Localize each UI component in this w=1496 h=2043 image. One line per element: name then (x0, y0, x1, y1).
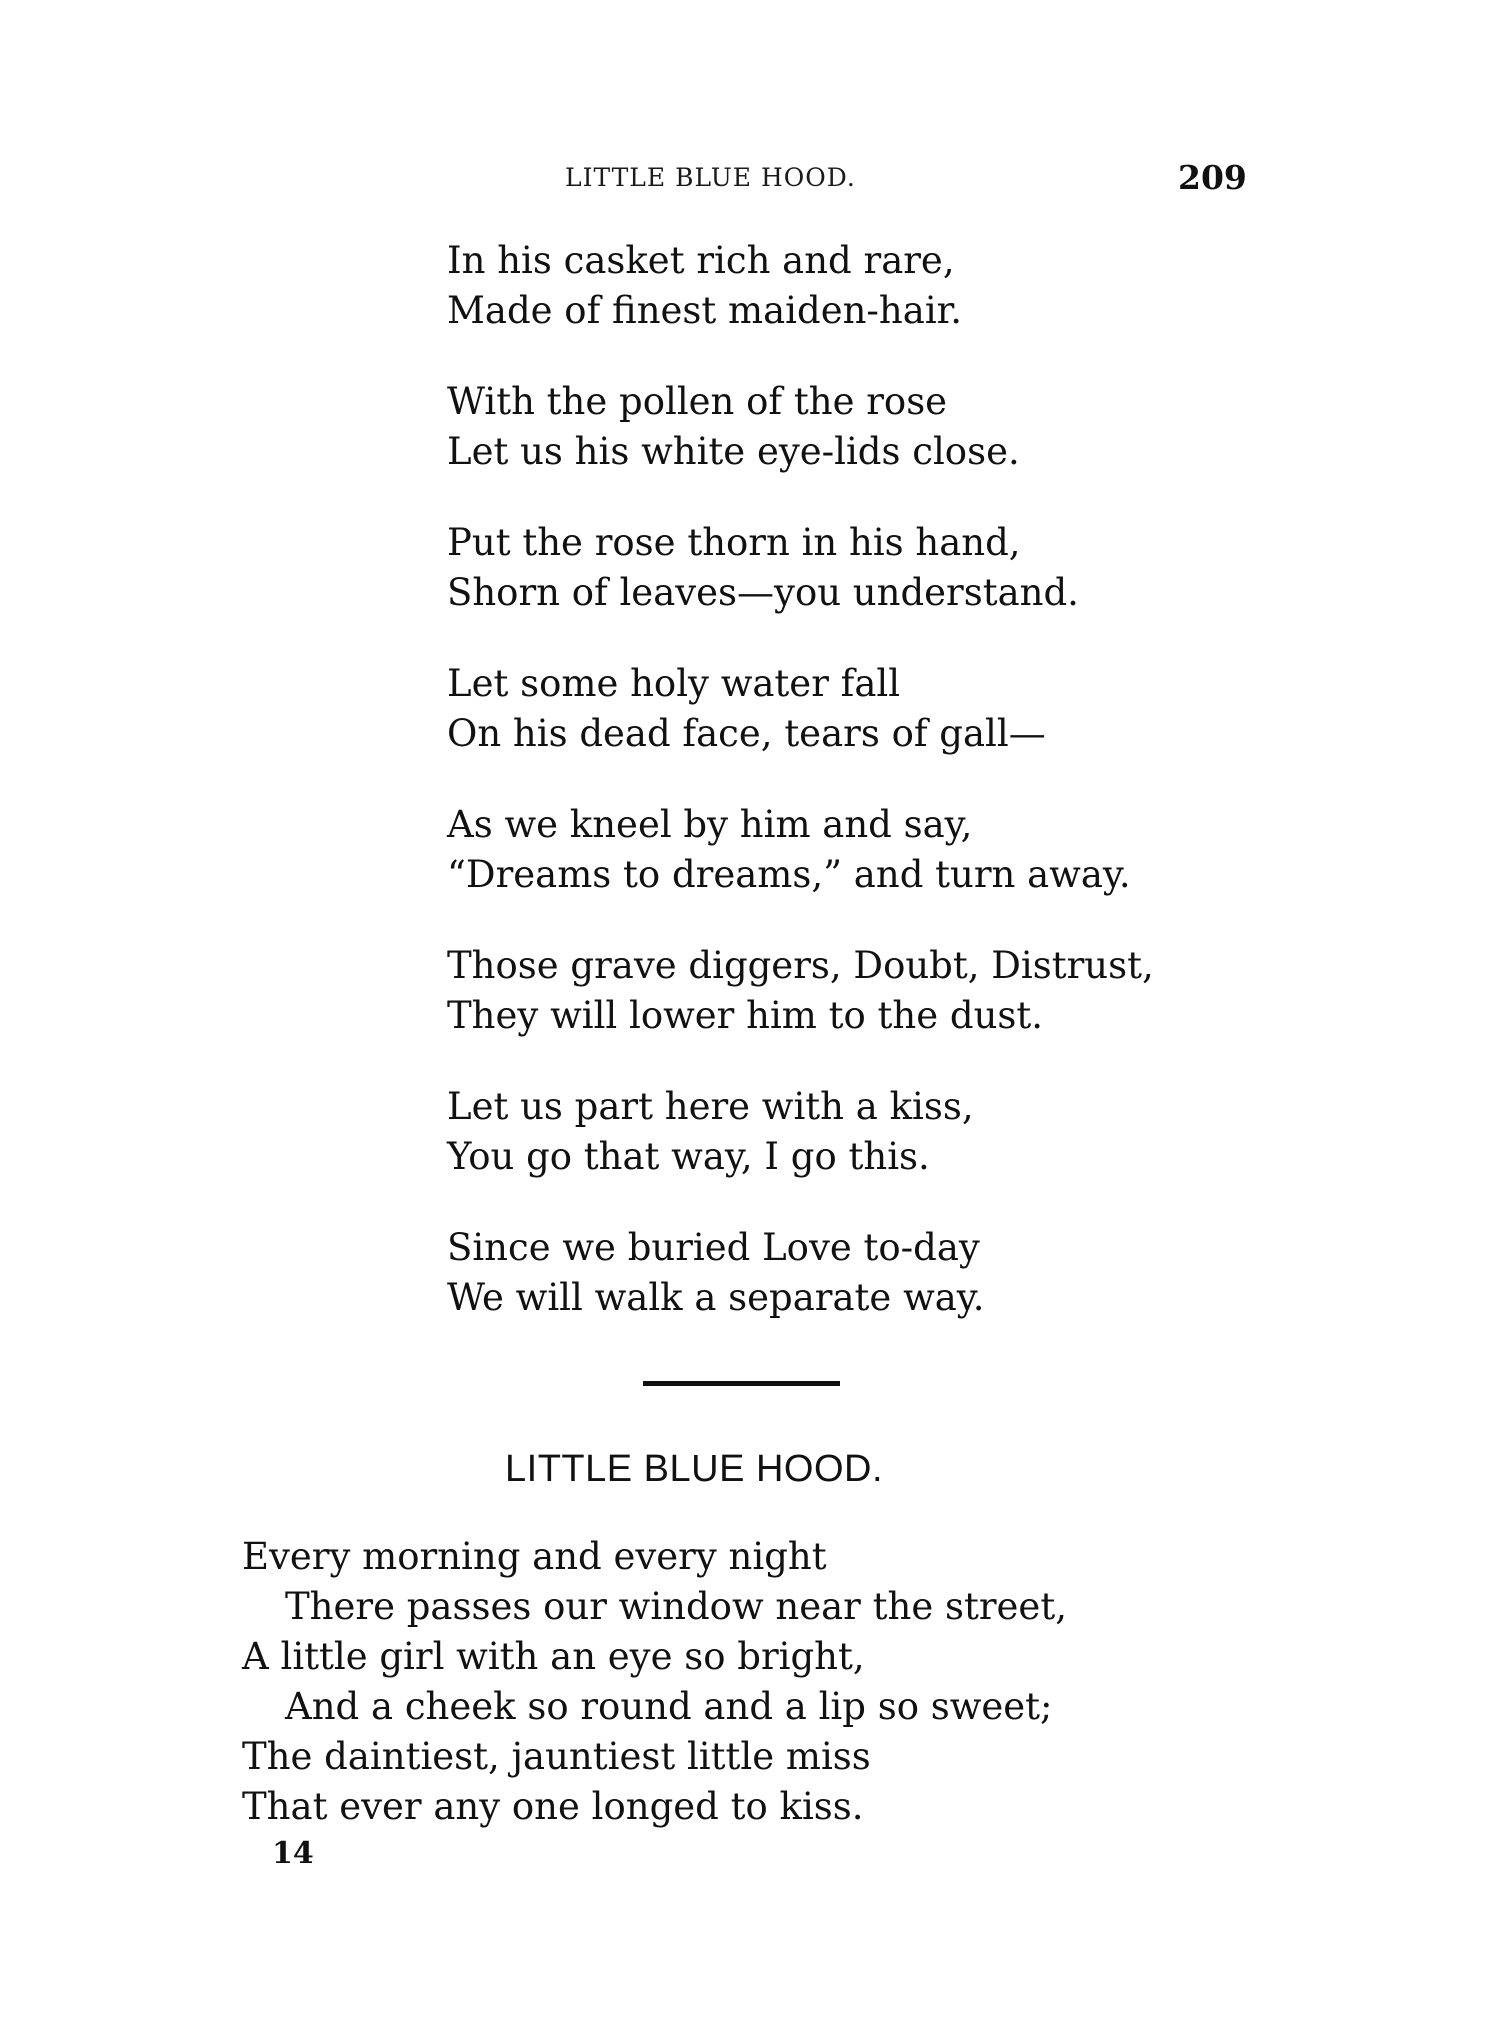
section-title: LITTLE BLUE HOOD. (505, 1448, 884, 1490)
running-head: LITTLE BLUE HOOD. (565, 163, 856, 192)
poem-line: Since we buried Love to-day (447, 1226, 980, 1269)
poem-line: Let us his white eye-lids close. (447, 430, 1020, 473)
stanza (447, 1082, 1247, 1182)
page-number: 209 (1178, 158, 1247, 197)
stanza (447, 377, 1247, 477)
stanza (447, 800, 1247, 900)
poem-line: Those grave diggers, Doubt, Distrust, (447, 944, 1154, 987)
stanza (447, 518, 1247, 618)
poem-line: Put the rose thorn in his hand, (447, 521, 1021, 564)
poem-line: And a cheek so round and a lip so sweet; (285, 1685, 1053, 1728)
poem-line: Every morning and every night (242, 1535, 827, 1578)
poem-line: “Dreams to dreams,” and turn away. (447, 853, 1131, 896)
poem-bottom (242, 1532, 1242, 1832)
poem-top (447, 236, 1247, 1364)
poem-line: On his dead face, tears of gall— (447, 712, 1046, 755)
poem-line: As we kneel by him and say, (447, 803, 973, 846)
poem-line: That ever any one longed to kiss. (242, 1785, 864, 1828)
poem-line: You go that way, I go this. (447, 1135, 930, 1178)
stanza (447, 1223, 1247, 1323)
section-divider-rule (643, 1381, 840, 1386)
stanza (447, 941, 1247, 1041)
poem-line: They will lower him to the dust. (447, 994, 1044, 1037)
poem-line: Let some holy water fall (447, 662, 901, 705)
poem-line: A little girl with an eye so bright, (242, 1635, 865, 1678)
poem-line: With the pollen of the rose (447, 380, 948, 423)
poem-line: In his casket rich and rare, (447, 239, 955, 282)
poem-line: We will walk a separate way. (447, 1276, 985, 1319)
poem-line: Made of finest maiden-hair. (447, 289, 963, 332)
poem-line: Shorn of leaves—you understand. (447, 571, 1079, 614)
signature-mark: 14 (272, 1836, 314, 1871)
stanza (447, 659, 1247, 759)
poem-line: There passes our window near the street, (285, 1585, 1067, 1628)
poem-line: The daintiest, jauntiest little miss (242, 1735, 871, 1778)
poem-line: Let us part here with a kiss, (447, 1085, 974, 1128)
stanza (447, 236, 1247, 336)
